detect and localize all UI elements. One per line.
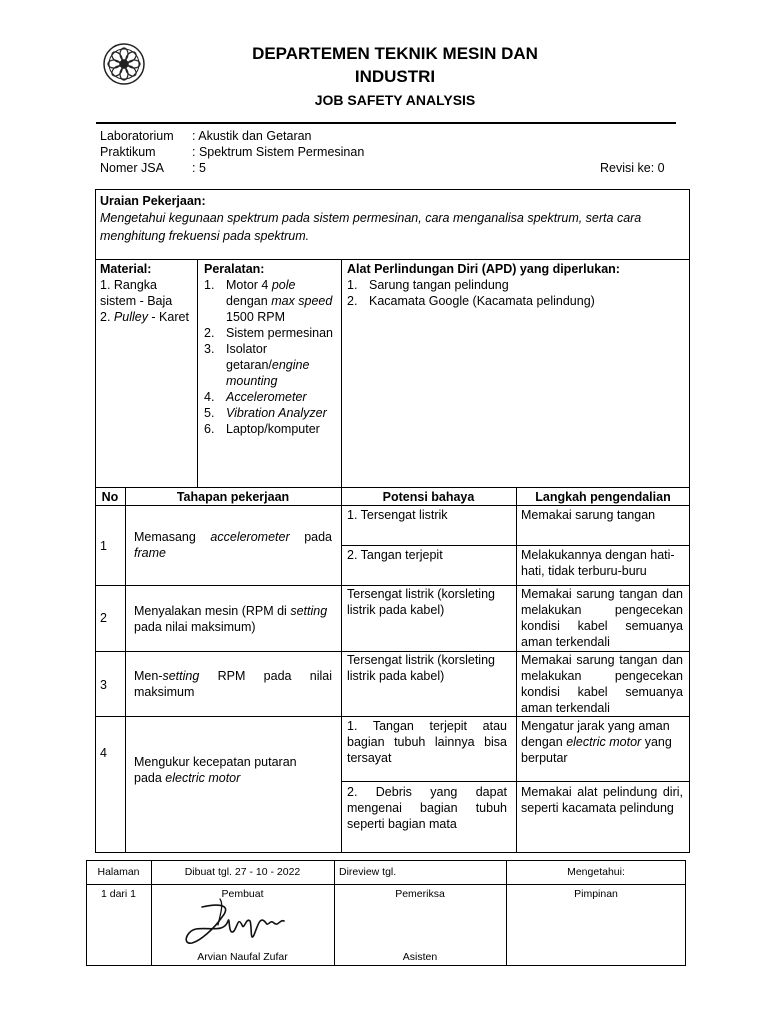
- list-item: 6. Laptop/komputer: [204, 422, 320, 436]
- header-no: No: [101, 490, 119, 504]
- row1-tahapan: Memasang accelerometer pada: [134, 530, 333, 544]
- dibuat-date: Dibuat tgl. 27 - 10 - 2022: [184, 866, 301, 878]
- row2-langkah: Memakai sarung tangan dan melakukan pengecekan kondisi kabel semuanya aman terkendali: [521, 587, 683, 649]
- uraian-text: Mengetahui kegunaan spektrum pada sistem permesinan, cara menganalisa spektrum, serta cara menghitung frekuensi pada spektrum.: [100, 211, 642, 243]
- row4-no: 4: [100, 746, 107, 760]
- row3-langkah: Memakai sarung tangan dan melakukan pengecekan kondisi kabel semuanya aman terkendali: [521, 653, 683, 715]
- jsa-label: Nomer JSA: [100, 161, 164, 175]
- header-tahapan: Tahapan pekerjaan: [176, 490, 290, 504]
- halaman-value: 1 dari 1: [100, 888, 137, 900]
- document-subtitle: JOB SAFETY ANALYSIS: [314, 92, 476, 108]
- halaman-label: Halaman: [97, 866, 140, 878]
- peralatan-list: [204, 277, 336, 437]
- direview-date: Direview tgl.: [339, 866, 397, 878]
- list-item: 4. Accelerometer: [204, 390, 307, 404]
- pemeriksa-name: Asisten: [402, 951, 438, 963]
- row1-no: 1: [100, 539, 107, 553]
- apd-label: Alat Perlindungan Diri (APD) yang diperlukan:: [347, 262, 620, 276]
- row3-no: 3: [100, 678, 107, 692]
- row3-bahaya: Tersengat listrik (korsleting listrik pada kabel): [347, 653, 495, 683]
- document-title-line2: INDUSTRI: [354, 67, 436, 86]
- lab-value: : Akustik dan Getaran: [192, 129, 312, 143]
- list-item: 1. Motor 4 pole dengan max speed 1500 RPM: [204, 278, 333, 324]
- row1-tahapan-cont: frame: [134, 546, 166, 560]
- mengetahui-label: Mengetahui:: [567, 866, 625, 878]
- uraian-label: Uraian Pekerjaan:: [100, 194, 206, 208]
- jsa-value: : 5: [192, 161, 206, 175]
- lab-label: Laboratorium: [100, 129, 174, 143]
- pemeriksa-label: Pemeriksa: [395, 888, 445, 900]
- material-label: Material:: [100, 262, 152, 276]
- pembuat-label: Pembuat: [221, 888, 264, 900]
- material-item-2: 2. Pulley - Karet: [100, 310, 189, 324]
- revisi-text: Revisi ke: 0: [600, 161, 665, 175]
- document-title-line1: DEPARTEMEN TEKNIK MESIN DAN: [252, 44, 538, 63]
- list-item: 5. Vibration Analyzer: [204, 406, 327, 420]
- row4-tahapan: Mengukur kecepatan putaran pada electric motor: [134, 755, 297, 785]
- header-divider: [96, 122, 676, 124]
- material-item-1: 1. Rangka sistem - Baja: [100, 278, 173, 308]
- pembuat-name: Arvian Naufal Zufar: [197, 951, 288, 963]
- row4-bahaya-1: 1. Tangan terjepit atau bagian tubuh lainnya bisa tersayat: [347, 719, 507, 765]
- praktikum-value: : Spektrum Sistem Permesinan: [192, 145, 365, 159]
- row4-bahaya-2: 2. Debris yang dapat mengenai bagian tubuh seperti bagian mata: [347, 785, 507, 831]
- row1-bahaya-2: 2. Tangan terjepit: [347, 548, 443, 562]
- university-seal-logo: [102, 42, 146, 86]
- row2-tahapan: Menyalakan mesin (RPM di setting pada nilai maksimum): [134, 604, 328, 634]
- list-item: 2. Kacamata Google (Kacamata pelindung): [347, 294, 595, 308]
- row4-langkah-1: Mengatur jarak yang aman dengan electric motor yang berputar: [521, 719, 672, 765]
- row1-langkah-2: Melakukannya dengan hati-hati, tidak terburu-buru: [521, 548, 675, 578]
- pimpinan-label: Pimpinan: [574, 888, 618, 900]
- list-item: 3. Isolator getaran/engine mounting: [204, 342, 310, 388]
- list-item: 1. Sarung tangan pelindung: [347, 278, 509, 292]
- row3-tahapan: Men-setting RPM pada nilai maksimum: [134, 669, 332, 699]
- list-item: 2. Sistem permesinan: [204, 326, 333, 340]
- row1-langkah-1: Memakai sarung tangan: [521, 508, 656, 522]
- handwritten-signature: [180, 895, 300, 953]
- header-potensi: Potensi bahaya: [382, 490, 475, 504]
- row2-no: 2: [100, 611, 107, 625]
- header-langkah: Langkah pengendalian: [535, 490, 671, 504]
- row4-langkah-2: Memakai alat pelindung diri, seperti kacamata pelindung: [521, 785, 683, 815]
- peralatan-label: Peralatan:: [204, 262, 265, 276]
- row1-bahaya-1: 1. Tersengat listrik: [347, 508, 448, 522]
- apd-list: [347, 277, 683, 309]
- row2-bahaya: Tersengat listrik (korsleting listrik pada kabel): [347, 587, 495, 617]
- praktikum-label: Praktikum: [100, 145, 156, 159]
